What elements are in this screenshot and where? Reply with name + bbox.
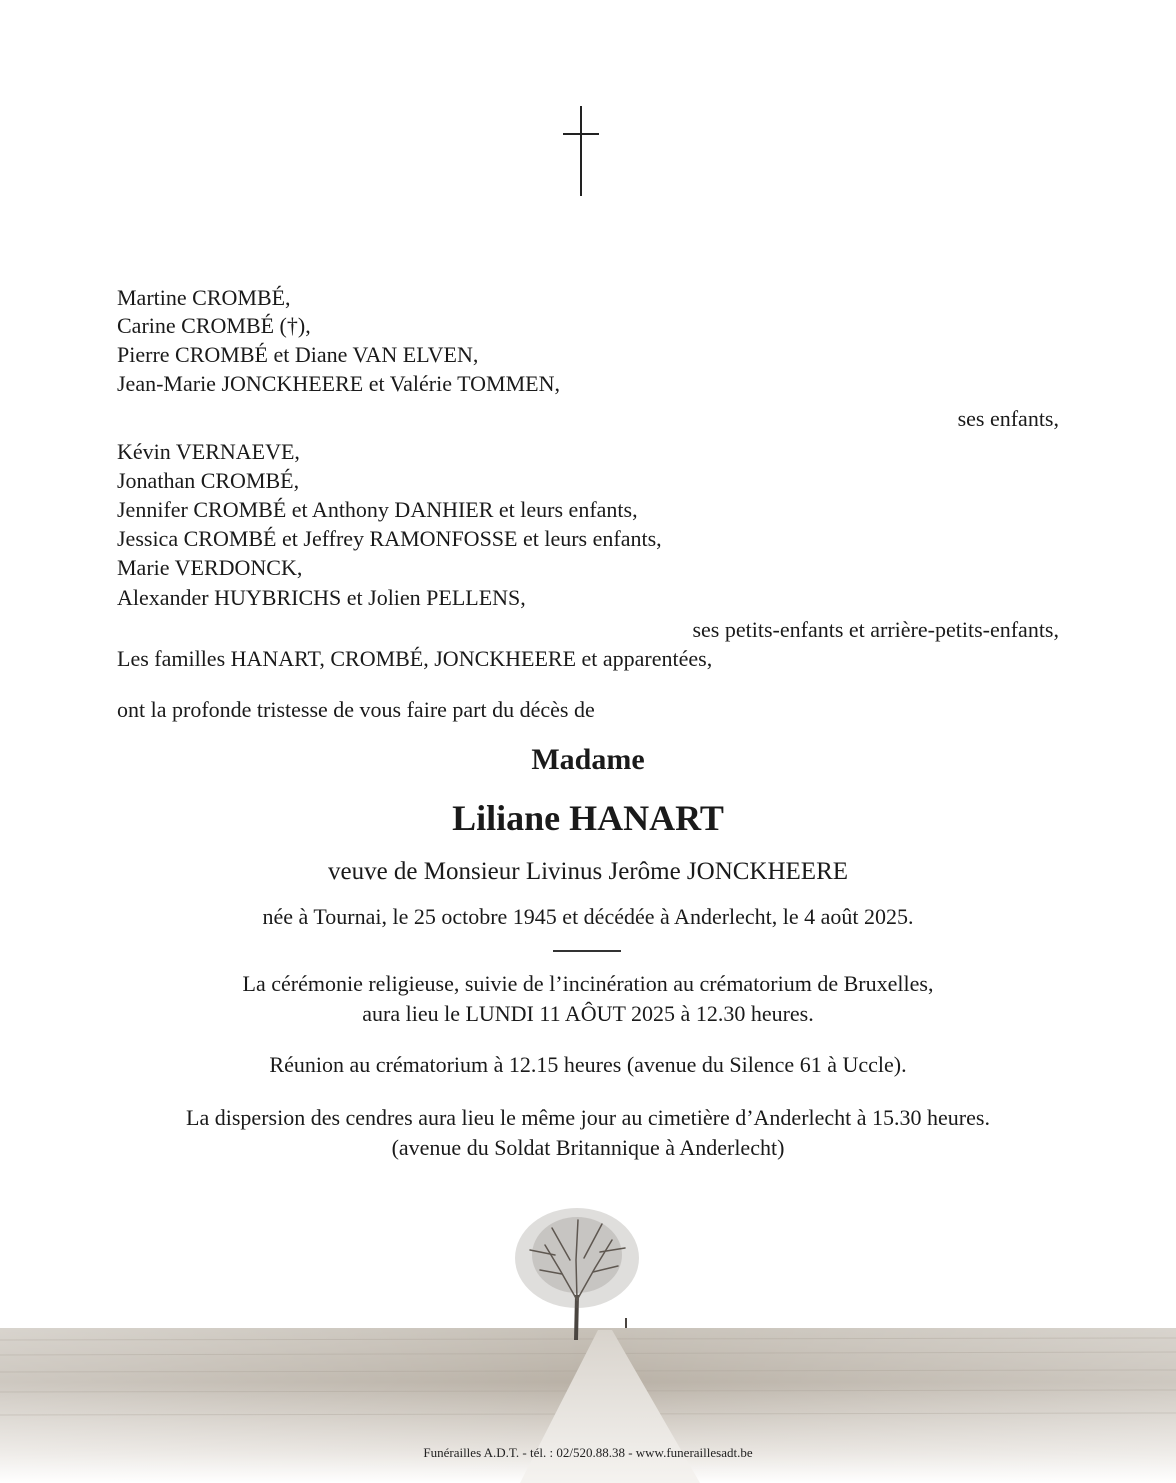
children-role: ses enfants, xyxy=(957,406,1059,431)
dispersion-line-1: La dispersion des cendres aura lieu le même jour au cimetière d’Anderlecht à 15.30 heures. xyxy=(186,1105,990,1130)
dispersion-line-2: (avenue du Soldat Britannique à Anderlecht) xyxy=(391,1135,785,1160)
birth-death-dates: née à Tournai, le 25 octobre 1945 et décédée à Anderlecht, le 4 août 2025. xyxy=(262,904,914,929)
landscape-tree-image xyxy=(0,1200,1176,1483)
grandchild-name: Marie VERDONCK, xyxy=(117,555,303,580)
deceased-name: Liliane HANART xyxy=(452,798,724,838)
grandchild-name: Alexander HUYBRICHS et Jolien PELLENS, xyxy=(117,585,526,610)
child-name: Jean-Marie JONCKHEERE et Valérie TOMMEN, xyxy=(117,371,560,396)
grandchildren-role: ses petits-enfants et arrière-petits-enfants, xyxy=(692,617,1059,642)
announcement: ont la profonde tristesse de vous faire part du décès de xyxy=(117,697,595,722)
grandchild-name: Jennifer CROMBÉ et Anthony DANHIER et leurs enfants, xyxy=(117,497,638,522)
child-name: Pierre CROMBÉ et Diane VAN ELVEN, xyxy=(117,342,479,367)
widow-of: veuve de Monsieur Livinus Jerôme JONCKHEERE xyxy=(327,858,849,885)
ceremony-line-1: La cérémonie religieuse, suivie de l’incinération au crématorium de Bruxelles, xyxy=(242,971,934,996)
grandchild-name: Jonathan CROMBÉ, xyxy=(117,468,300,493)
child-name: Martine CROMBÉ, xyxy=(117,285,291,310)
meeting-info: Réunion au crématorium à 12.15 heures (avenue du Silence 61 à Uccle). xyxy=(269,1052,907,1077)
grandchild-name: Jessica CROMBÉ et Jeffrey RAMONFOSSE et leurs enfants, xyxy=(117,526,662,551)
grandchild-name: Kévin VERNAEVE, xyxy=(117,439,300,464)
footer-funeral-home: Funérailles A.D.T. - tél. : 02/520.88.38 - www.funeraillesadt.be xyxy=(423,1445,753,1460)
honorific: Madame xyxy=(531,743,645,776)
child-name: Carine CROMBÉ (†), xyxy=(117,313,311,338)
ceremony-line-2: aura lieu le LUNDI 11 AÔUT 2025 à 12.30 heures. xyxy=(362,1001,814,1026)
separator xyxy=(553,950,621,952)
families-line: Les familles HANART, CROMBÉ, JONCKHEERE et apparentées, xyxy=(117,646,713,671)
